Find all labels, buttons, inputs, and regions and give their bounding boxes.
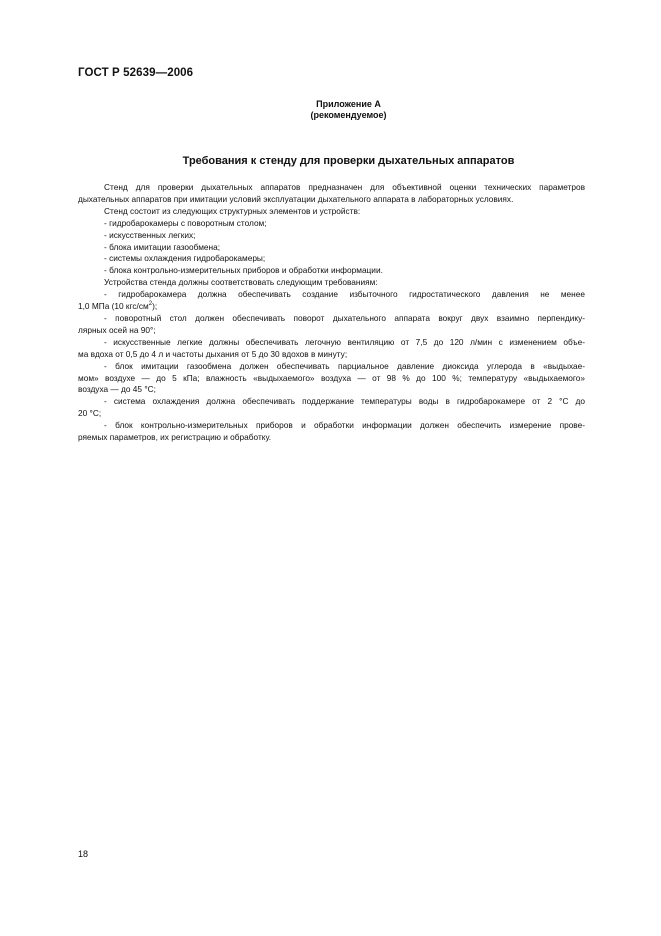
paragraph-line: дыхательных аппаратов при имитации условий эксплуатации дыхательного аппарата в лабораторных условиях.	[78, 193, 514, 204]
requirement-line: мом» воздухе — до 5 кПа; влажность «выдыхаемого» воздуха — от 98 % до 100 %; температуру «выдыхаемого»	[78, 372, 585, 383]
requirement-line: - искусственные легкие должны обеспечивать легочную вентиляцию от 7,5 до 120 л/мин с изменением объе-	[104, 336, 585, 347]
list-item: - искусственных легких;	[104, 229, 196, 240]
list-item: - системы охлаждения гидробарокамеры;	[104, 253, 266, 264]
section-title-wrap	[0, 155, 661, 167]
requirement-text: );	[152, 301, 158, 312]
requirement-line: - блок контрольно-измерительных приборов и обработки информации должен обеспечить измерение прове-	[104, 420, 585, 431]
requirement-line: - гидробарокамера должна обеспечивать создание избыточного гидростатического давления не менее	[104, 289, 585, 300]
requirement-line: лярных осей на 90°;	[78, 324, 156, 335]
section-title: Требования к стенду для проверки дыхательных аппаратов	[182, 155, 515, 167]
standard-designation: ГОСТ Р 52639—2006	[78, 67, 194, 79]
requirement-line: - блок имитации газообмена должен обеспечивать парциальное давление диоксида углерода в «выдыхае-	[104, 360, 585, 371]
paragraph-line: Устройства стенда должны соответствовать следующим требованиям:	[104, 277, 378, 288]
requirement-line: - система охлаждения должна обеспечивать поддержание температуры воды в гидробарокамере от 2 °С до	[104, 396, 585, 407]
page-number: 18	[78, 849, 89, 859]
requirement-text: 1,0 МПа (10 кгс/см	[78, 301, 149, 312]
requirement-line: - поворотный стол должен обеспечивать поворот дыхательного аппарата вокруг двух взаимно перпендику-	[104, 312, 585, 323]
annex-heading	[0, 99, 661, 121]
requirement-line: ряемых параметров, их регистрацию и обработку.	[78, 432, 272, 443]
superscript: 2	[148, 301, 153, 308]
list-item: - гидробарокамеры с поворотным столом;	[104, 217, 267, 228]
paragraph-line: Стенд для проверки дыхательных аппаратов предназначен для объективной оценки технических параметров	[104, 182, 585, 192]
list-item: - блока контрольно-измерительных приборов и обработки информации.	[104, 265, 383, 276]
annex-status: (рекомендуемое)	[310, 110, 387, 120]
annex-title: Приложение А	[316, 99, 381, 109]
requirement-line: ма вдоха от 0,5 до 4 л и частоты дыхания от 5 до 30 вдохов в минуту;	[78, 348, 348, 359]
paragraph-line: Стенд состоит из следующих структурных элементов и устройств:	[104, 205, 361, 216]
document-body	[78, 182, 585, 444]
requirement-line: 20 °С;	[78, 408, 102, 419]
requirement-line: воздуха — до 45 °С;	[78, 384, 156, 395]
list-item: - блока имитации газообмена;	[104, 241, 221, 252]
requirement-line	[78, 301, 585, 313]
